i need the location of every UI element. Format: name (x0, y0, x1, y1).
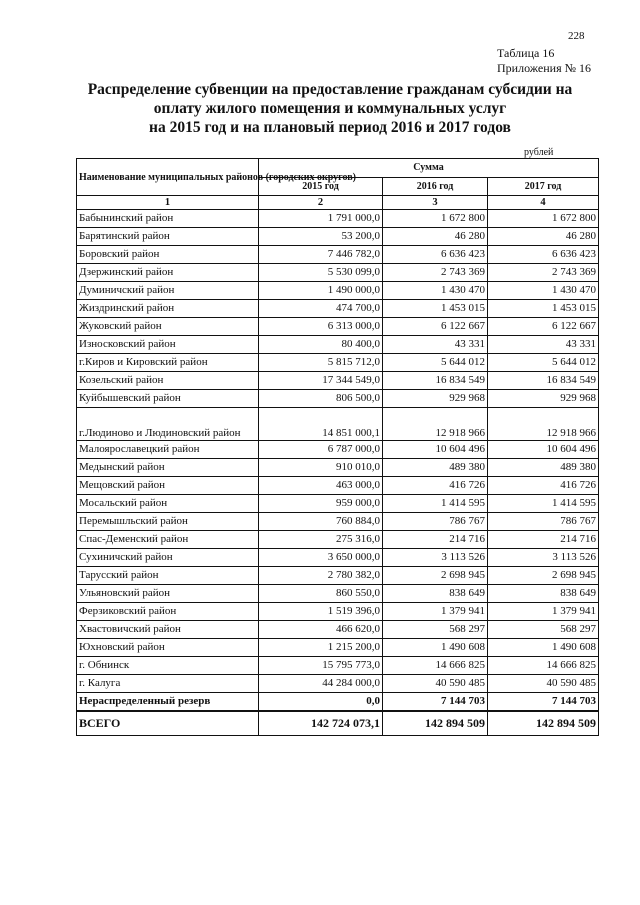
value-2017: 1 490 608 (488, 639, 599, 657)
district-name: Мосальский район (77, 495, 259, 513)
table-row (77, 495, 599, 513)
value-2015: 6 787 000,0 (259, 441, 383, 459)
value-2016: 838 649 (383, 585, 488, 603)
value-2016: 12 918 966 (383, 408, 488, 441)
value-2017: 1 672 800 (488, 210, 599, 228)
district-name: Жиздринский район (77, 300, 259, 318)
value-2017: 5 644 012 (488, 354, 599, 372)
value-2016: 14 666 825 (383, 657, 488, 675)
header-2016: 2016 год (383, 177, 488, 196)
title-line: оплату жилого помещения и коммунальных услуг (153, 100, 507, 117)
district-name: Малоярославецкий район (77, 441, 259, 459)
value-2015: 910 010,0 (259, 459, 383, 477)
district-name: Жуковский район (77, 318, 259, 336)
value-2016: 142 894 509 (383, 711, 488, 736)
value-2017: 2 743 369 (488, 264, 599, 282)
district-name: г. Обнинск (77, 657, 259, 675)
district-name: Куйбышевский район (77, 390, 259, 408)
table-row (77, 210, 599, 228)
value-2015: 463 000,0 (259, 477, 383, 495)
header-2015: 2015 год (259, 177, 383, 196)
value-2015: 2 780 382,0 (259, 567, 383, 585)
value-2017: 1 430 470 (488, 282, 599, 300)
district-name: Мещовский район (77, 477, 259, 495)
value-2017: 416 726 (488, 477, 599, 495)
value-2016: 2 698 945 (383, 567, 488, 585)
district-name: Боровский район (77, 246, 259, 264)
value-2017: 1 414 595 (488, 495, 599, 513)
table-row (77, 603, 599, 621)
district-name: Сухиничский район (77, 549, 259, 567)
table-row (77, 300, 599, 318)
value-2016: 786 767 (383, 513, 488, 531)
value-2017: 1 379 941 (488, 603, 599, 621)
value-2017: 786 767 (488, 513, 599, 531)
district-name: Перемышльский район (77, 513, 259, 531)
value-2016: 1 414 595 (383, 495, 488, 513)
value-2016: 46 280 (383, 228, 488, 246)
subsidy-distribution-table (76, 158, 599, 736)
value-2016: 2 743 369 (383, 264, 488, 282)
value-2017: 14 666 825 (488, 657, 599, 675)
document-title (70, 80, 590, 137)
value-2015: 1 791 000,0 (259, 210, 383, 228)
value-2017: 1 453 015 (488, 300, 599, 318)
value-2017: 2 698 945 (488, 567, 599, 585)
title-line: Распределение субвенции на предоставление гражданам субсидии на (87, 81, 573, 98)
district-name: г.Киров и Кировский район (77, 354, 259, 372)
table-row (77, 441, 599, 459)
column-number-row (77, 196, 599, 210)
table-row (77, 318, 599, 336)
district-name: г. Калуга (77, 675, 259, 693)
table-row (77, 675, 599, 693)
value-2015: 1 519 396,0 (259, 603, 383, 621)
district-name: Ульяновский район (77, 585, 259, 603)
value-2016: 6 122 667 (383, 318, 488, 336)
value-2015: 275 316,0 (259, 531, 383, 549)
district-name: Ферзиковский район (77, 603, 259, 621)
value-2017: 3 113 526 (488, 549, 599, 567)
table-row (77, 264, 599, 282)
value-2015: 7 446 782,0 (259, 246, 383, 264)
value-2016: 214 716 (383, 531, 488, 549)
value-2016: 1 672 800 (383, 210, 488, 228)
table-row (77, 693, 599, 712)
value-2015: 1 490 000,0 (259, 282, 383, 300)
value-2017: 7 144 703 (488, 693, 599, 712)
value-2016: 40 590 485 (383, 675, 488, 693)
value-2015: 5 530 099,0 (259, 264, 383, 282)
district-name: Тарусский район (77, 567, 259, 585)
district-name: Думиничский район (77, 282, 259, 300)
appendix-label: Приложения № 16 (497, 61, 592, 75)
table-row (77, 354, 599, 372)
value-2017: 489 380 (488, 459, 599, 477)
value-2017: 214 716 (488, 531, 599, 549)
value-2015: 17 344 549,0 (259, 372, 383, 390)
column-number: 3 (383, 196, 488, 210)
table-row (77, 282, 599, 300)
table-row (77, 549, 599, 567)
value-2017: 10 604 496 (488, 441, 599, 459)
value-2016: 568 297 (383, 621, 488, 639)
value-2015: 959 000,0 (259, 495, 383, 513)
value-2016: 1 379 941 (383, 603, 488, 621)
table-row (77, 228, 599, 246)
page-number: 228 (568, 30, 585, 42)
value-2015: 15 795 773,0 (259, 657, 383, 675)
table-row (77, 336, 599, 354)
table-row (77, 459, 599, 477)
value-2016: 7 144 703 (383, 693, 488, 712)
value-2016: 43 331 (383, 336, 488, 354)
table-row (77, 477, 599, 495)
district-name: Хвастовичский район (77, 621, 259, 639)
value-2017: 40 590 485 (488, 675, 599, 693)
value-2016: 1 490 608 (383, 639, 488, 657)
value-2015: 53 200,0 (259, 228, 383, 246)
table-row (77, 585, 599, 603)
value-2015: 80 400,0 (259, 336, 383, 354)
table-row (77, 372, 599, 390)
value-2015: 14 851 000,1 (259, 408, 383, 441)
value-2015: 760 884,0 (259, 513, 383, 531)
value-2015: 44 284 000,0 (259, 675, 383, 693)
value-2017: 6 122 667 (488, 318, 599, 336)
table-label: Таблица 16 (497, 46, 555, 60)
table-row (77, 531, 599, 549)
value-2015: 142 724 073,1 (259, 711, 383, 736)
value-2017: 6 636 423 (488, 246, 599, 264)
column-number: 2 (259, 196, 383, 210)
value-2016: 5 644 012 (383, 354, 488, 372)
table-row (77, 621, 599, 639)
value-2015: 806 500,0 (259, 390, 383, 408)
value-2017: 16 834 549 (488, 372, 599, 390)
value-2016: 6 636 423 (383, 246, 488, 264)
header-2017: 2017 год (488, 177, 599, 196)
column-number: 4 (488, 196, 599, 210)
value-2017: 46 280 (488, 228, 599, 246)
table-row (77, 639, 599, 657)
value-2016: 10 604 496 (383, 441, 488, 459)
value-2015: 1 215 200,0 (259, 639, 383, 657)
district-name: Бабынинский район (77, 210, 259, 228)
value-2015: 3 650 000,0 (259, 549, 383, 567)
units-label: рублей (524, 147, 554, 158)
value-2017: 929 968 (488, 390, 599, 408)
table-row (77, 390, 599, 408)
value-2016: 416 726 (383, 477, 488, 495)
table-row (77, 711, 599, 736)
table-row (77, 408, 599, 441)
value-2017: 838 649 (488, 585, 599, 603)
table-row (77, 513, 599, 531)
header-sum: Сумма (259, 159, 599, 178)
table-body (77, 210, 599, 736)
value-2016: 1 430 470 (383, 282, 488, 300)
district-name: Юхновский район (77, 639, 259, 657)
value-2017: 568 297 (488, 621, 599, 639)
value-2016: 929 968 (383, 390, 488, 408)
value-2016: 1 453 015 (383, 300, 488, 318)
value-2016: 3 113 526 (383, 549, 488, 567)
value-2016: 16 834 549 (383, 372, 488, 390)
value-2017: 43 331 (488, 336, 599, 354)
table-row (77, 657, 599, 675)
value-2015: 474 700,0 (259, 300, 383, 318)
district-name: Дзержинский район (77, 264, 259, 282)
district-name: Медынский район (77, 459, 259, 477)
table-row (77, 567, 599, 585)
value-2015: 466 620,0 (259, 621, 383, 639)
header-name: Наименование муниципальных районов (городских округов) (77, 159, 259, 196)
district-name: Козельский район (77, 372, 259, 390)
table-row (77, 246, 599, 264)
value-2015: 5 815 712,0 (259, 354, 383, 372)
district-name: ВСЕГО (77, 711, 259, 736)
value-2015: 860 550,0 (259, 585, 383, 603)
district-name: Нераспределенный резерв (77, 693, 259, 712)
value-2015: 6 313 000,0 (259, 318, 383, 336)
table-reference (497, 46, 591, 76)
column-number: 1 (77, 196, 259, 210)
value-2015: 0,0 (259, 693, 383, 712)
title-line: на 2015 год и на плановый период 2016 и 2017 годов (149, 119, 511, 136)
district-name: Износковский район (77, 336, 259, 354)
district-name: Барятинский район (77, 228, 259, 246)
value-2017: 12 918 966 (488, 408, 599, 441)
value-2017: 142 894 509 (488, 711, 599, 736)
district-name: г.Людиново и Людиновский район (77, 408, 259, 441)
value-2016: 489 380 (383, 459, 488, 477)
district-name: Спас-Деменский район (77, 531, 259, 549)
